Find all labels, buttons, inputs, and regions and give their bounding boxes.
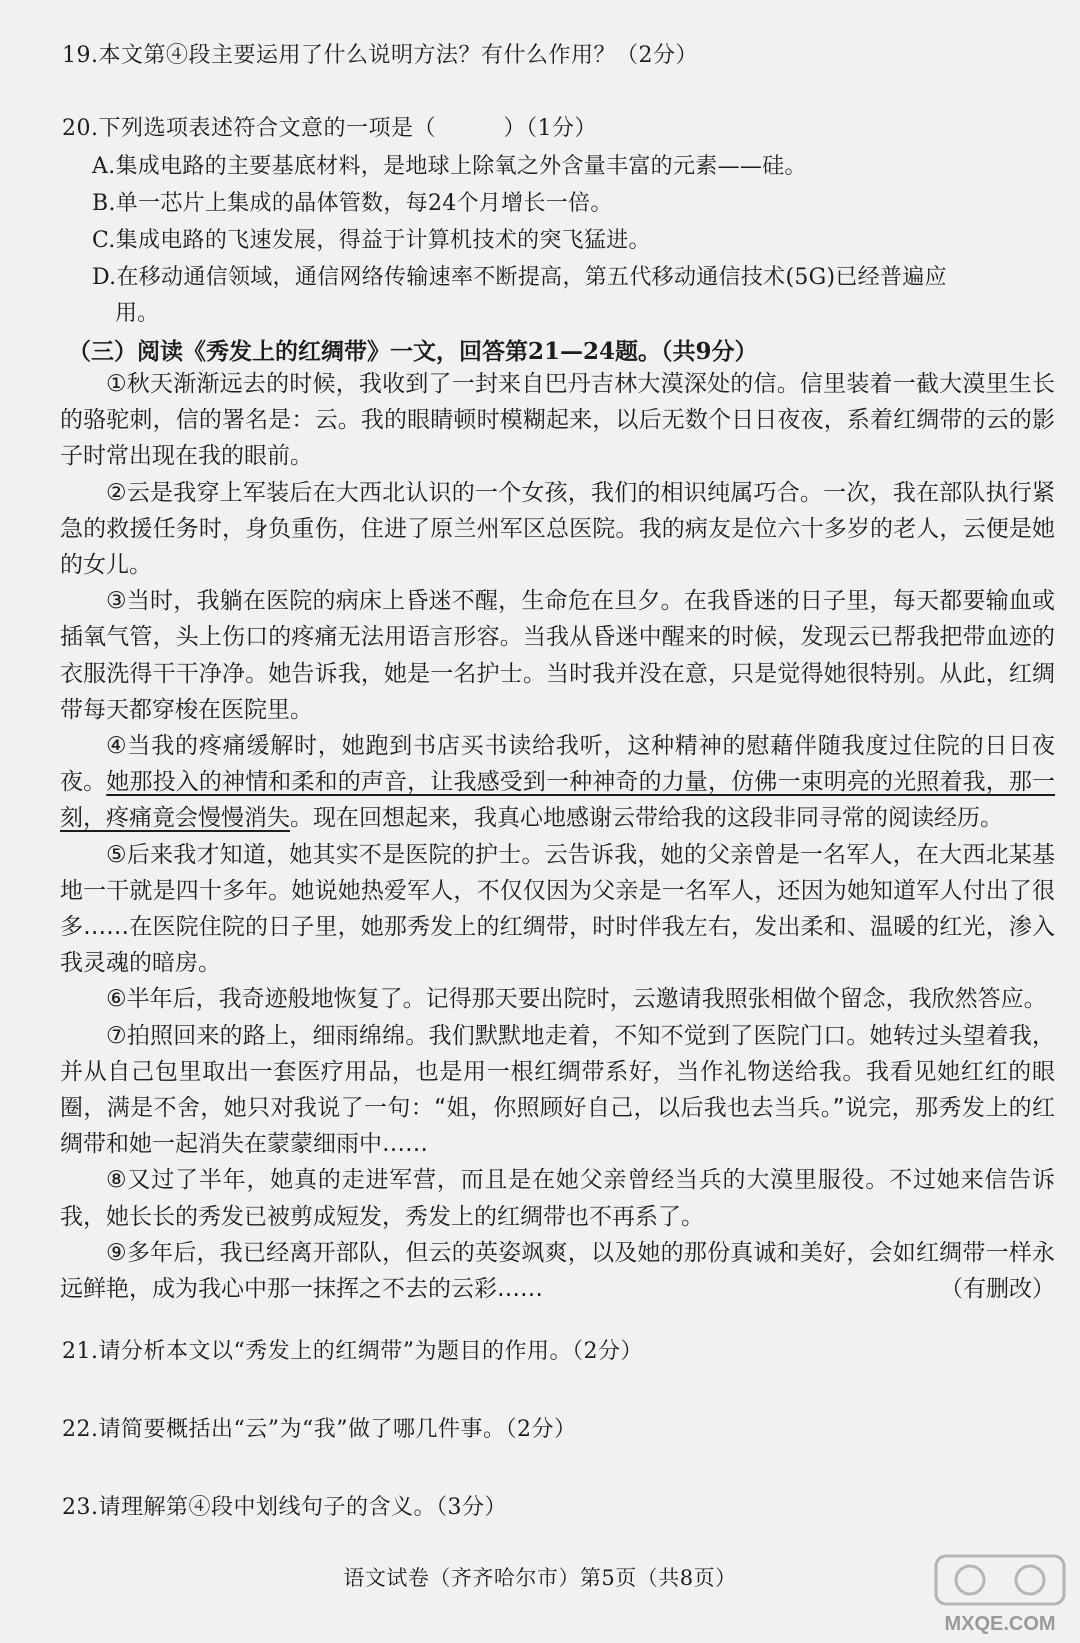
question-20-option-a: A.集成电路的主要基底材料，是地球上除氧之外含量丰富的元素——硅。 [92,154,807,179]
question-21: 21.请分析本文以“秀发上的红绸带”为题目的作用。（2分） [62,1339,643,1364]
abridged-note: （有删改） [940,1276,1055,1303]
passage-paragraph-4 [60,728,1055,837]
question-20-option-b: B.单一芯片上集成的晶体管数，每24个月增长一倍。 [92,191,613,216]
paragraph-4-tail: 。现在回想起来，我真心地感谢云带给我的这段非同寻常的阅读经历。 [290,805,1003,832]
paragraph-4-lead: ④当我的疼痛缓解时，她跑到书店买书读给我听，这种精神的慰藉伴随我度过住院的日日夜夜。 [60,733,1055,796]
passage-paragraph-2: ②云是我穿上军装后在大西北认识的一个女孩，我们的相识纯属巧合。一次，我在部队执行紧急的救援任务时，身负重伤，住进了原兰州军区总医院。我的病友是位六十多岁的老人，云便是她的女儿。 [60,479,1055,579]
watermark-ring-right [1016,1566,1044,1594]
watermark-logo [930,1548,1070,1638]
passage-paragraph-7: ⑦拍照回来的路上，细雨绵绵。我们默默地走着，不知不觉到了医院门口。她转过头望着我，并从自己包里取出一套医疗用品，也是用一根红绸带系好，当作礼物送给我。我看见她红红的眼圈，满是不舍，她只对我说了一句：“姐，你照顾好自己，以后我也去当兵。”说完，那秀发上的红绸带和她一起消失在蒙蒙细雨中…… [60,1022,1055,1158]
underlined-sentence: 她那投入的神情和柔和的声音，让我感受到一种神奇的力量，仿佛一束明亮的光照着我，那一刻，疼痛竟会慢慢消失 [60,769,1056,832]
reading-passage [60,366,1055,1307]
paragraph-9-text: ⑨多年后，我已经离开部队，但云的英姿飒爽，以及她的那份真诚和美好，会如红绸带一样永远鲜艳，成为我心中那一抹挥之不去的云彩…… [60,1239,1055,1303]
passage-paragraph-3: ③当时，我躺在医院的病床上昏迷不醒，生命危在旦夕。在我昏迷的日子里，每天都要输血或插氧气管，头上伤口的疼痛无法用语言形容。当我从昏迷中醒来的时候，发现云已帮我把带血迹的衣服洗得干干净净。她告诉我，她是一名护士。当时我并没在意，只是觉得她很特别。从此，红绸带每天都穿梭在医院里。 [60,588,1055,723]
page-footer: 语文试卷（齐齐哈尔市）第5页（共8页） [343,1566,737,1590]
question-19: 19.本文第④段主要运用了什么说明方法？有什么作用？（2分） [62,43,698,68]
passage-paragraph-5: ⑤后来我才知道，她其实不是医院的护士。云告诉我，她的父亲曾是一名军人，在大西北某基地一干就是四十多年。她说她热爱军人，不仅仅因为父亲是一名军人，还因为她知道军人付出了很多……在医院住院的日子里，她那秀发上的红绸带，时时伴我左右，发出柔和、温暖的红光，渗入我灵魂的暗房。 [60,841,1055,977]
watermark-text: MXQE.COM [944,1613,1056,1635]
question-22: 22.请简要概括出“云”为“我”做了哪几件事。（2分） [62,1417,577,1442]
question-20-stem: 20.下列选项表述符合文意的一项是（ ）（1分） [62,116,597,141]
passage-paragraph-8: ⑧又过了半年，她真的走进军营，而且是在她父亲曾经当兵的大漠里服役。不过她来信告诉我，她长长的秀发已被剪成短发，秀发上的红绸带也不再系了。 [60,1167,1055,1230]
question-20-option-d-continued: 用。 [115,301,160,326]
question-20-option-c: C.集成电路的飞速发展，得益于计算机技术的突飞猛进。 [92,228,651,253]
question-23: 23.请理解第④段中划线句子的含义。（3分） [62,1495,507,1520]
passage-paragraph-6: ⑥半年后，我奇迹般地恢复了。记得那天要出院时，云邀请我照张相做个留念，我欣然答应。 [106,986,1047,1013]
watermark-ring-left [956,1566,984,1594]
section-3-title: （三）阅读《秀发上的红绸带》一文，回答第21—24题。（共9分） [68,338,758,365]
passage-paragraph-1: ①秋天渐渐远去的时候，我收到了一封来自巴丹吉林大漠深处的信。信里装着一截大漠里生长的骆驼刺，信的署名是：云。我的眼睛顿时模糊起来，以后无数个日日夜夜，系着红绸带的云的影子时常出现在我的眼前。 [60,371,1055,470]
passage-paragraph-9 [60,1235,1055,1307]
question-20-option-d: D.在移动通信领域，通信网络传输速率不断提高，第五代移动通信技术(5G)已经普遍应 [92,265,947,290]
